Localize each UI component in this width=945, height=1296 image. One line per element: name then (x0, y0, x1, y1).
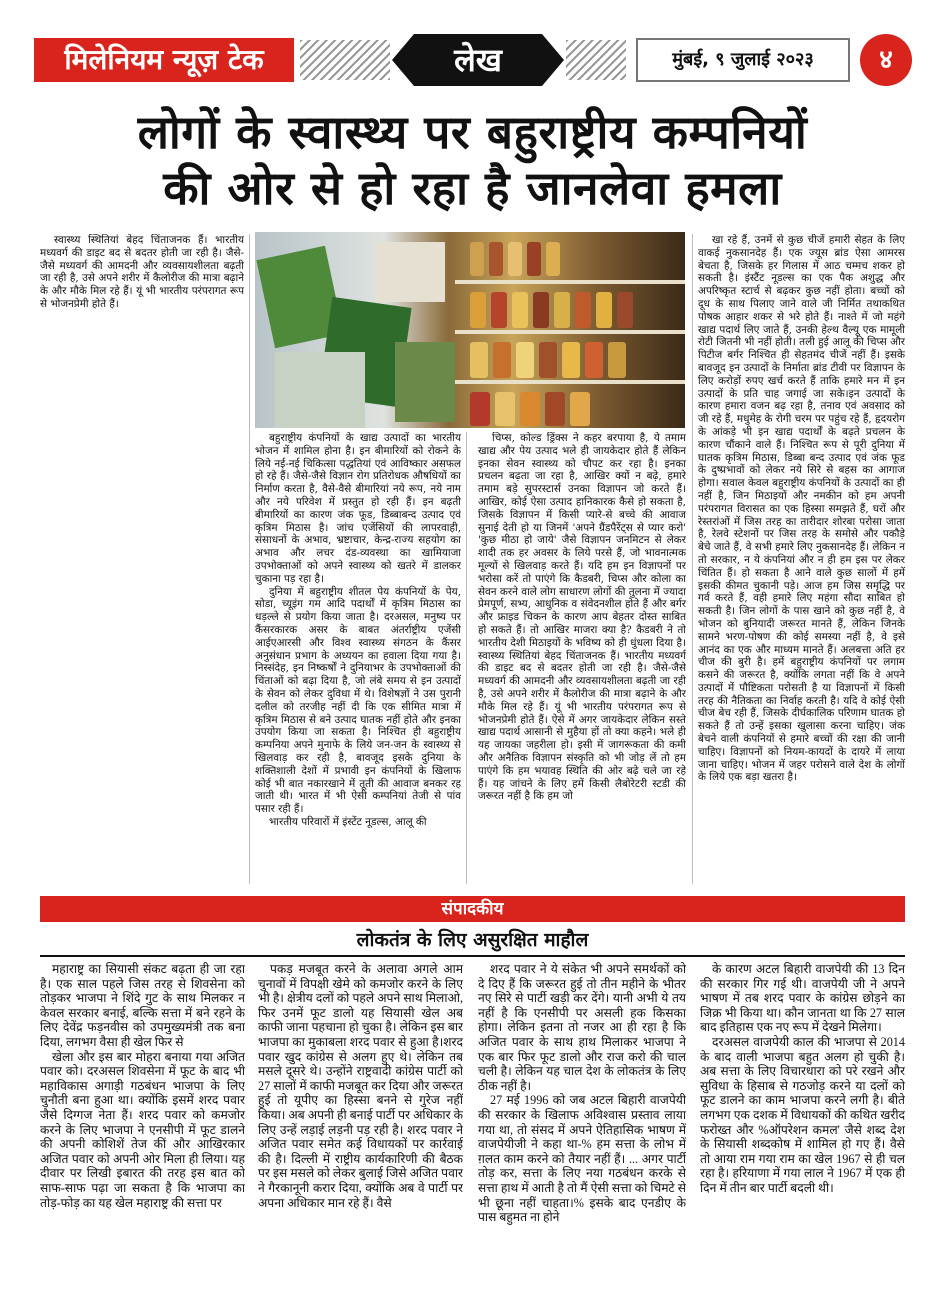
editorial-column-1 (40, 962, 245, 1262)
editorial-title: लोकतंत्र के लिए असुरक्षित माहौल (356, 929, 589, 951)
editorial-paragraph: 27 मई 1996 को जब अटल बिहारी वाजपेयी की सरकार के खिलाफ अविश्वास प्रस्ताव लाया गया था, तो संसद में अपने ऐतिहासिक भाषण में वाजपेयीजी ने कहा था-% हम सत्ता के लोभ में ग़लत काम करने को तैयार नहीं हैं। ... अगर पार्टी तोड़ कर, सत्ता के लिए नया गठबंधन करके से सत्ता हाथ में आती है तो मैं ऐसी सत्ता को चिमटे से भी छूना नहीं चाहता।% इसके बाद एनडीए के पास बहुमत ना होने (478, 1093, 686, 1225)
masthead-hatch-left (300, 40, 390, 80)
editorial-paragraph: पकड़ मजबूत करने के अलावा अगले आम चुनावों में विपक्षी खेमे को कमजोर करने के लिए भी है। क्षेत्रीय दलों को पहले अपने साथ मिलाओ, फिर उनमें फूट डालो यह सियासी खेल अब काफी जाना पहचाना हो चुका है। लेकिन इस बार भाजपा का मुकाबला शरद पवार से हुआ है।शरद पवार खुद कांग्रेस से अलग हुए थे। लेकिन तब मसले दूसरे थे। उन्होंने राष्ट्रवादी कांग्रेस पार्टी को 27 सालों में काफी मजबूत कर दिया और जरूरत हुई तो यूपीए का हिस्सा बनने से गुरेज नहीं किया। अब अपनी ही बनाई पार्टी पर अधिकार के लिए उन्हें लड़ाई लड़नी पड़ रही है। शरद पवार ने अजित पवार समेत कई विधायकों पर कार्रवाई की है। दिल्ली में राष्ट्रीय कार्यकारिणी की बैठक पर इस मसले को लेकर बुलाई जिसे अजित पवार ने गैरकानूनी करार दिया, क्योंकि अब वे पार्टी पर अपना अधिकार मान रहे हैं। वैसे (258, 962, 463, 1210)
editorial-column-3 (478, 962, 686, 1262)
section-label: लेख (414, 34, 542, 86)
article-paragraph: स्वास्थ्य स्थितियां बेहद चिंताजनक हैं। भारतीय मध्यवर्ग की डाइट बद से बदतर होती जा रही है। जैसे-जैसे मध्यवर्ग की आमदनी और व्यवसायशीलता बढ़ती जा रही है, उसे अपने शरीर में कैलोरीज की मात्रा बढ़ाने के और मौके मिल रहे हैं। यूं भी भारतीय परंपरागत रूप से भोजनप्रेमी होते हैं। (40, 234, 244, 310)
article-headline (40, 104, 905, 216)
article-paragraph: चिप्स, कोल्ड ड्रिंक्स ने कहर बरपाया है, ये तमाम खाद्य और पेय उत्पाद भले ही जायकेदार होते हैं लेकिन इनका सेवन स्वास्थ्य को चौपट कर रहा है। इनका प्रचलन बढ़ता जा रहा है, आखिर क्यों न बढ़े, हमारे तमाम बड़े सुपरस्टार्स उनका विज्ञापन जो करते हैं। आखिर, कोई ऐसा उत्पाद हानिकारक कैसे हो सकता है, जिसके विज्ञापन में किसी प्यारे-से बच्चे की आवाज सुनाई देती हो या जिनमें 'अपने ग्रैंडपैरेंट्स से प्यार करो' 'कुछ मीठा हो जाये' जैसे विज्ञापन जनमिटन से लेकर शादी तक हर अवसर के लिये परसे हैं, जो भावनात्मक मूल्यों से खिलवाड़ करते हैं। यदि हम इन विज्ञापनों पर भरोसा करें तो पाएंगे कि कैडबरी, चिप्स और कोला का सेवन करने वाले लोग साधारण लोगों की तुलना में ज्यादा प्रेमपूर्ण, सभ्य, आधुनिक व संवेदनशील होते हैं और बर्गर और फ्राइड चिकन के कारण आप बेहतर दोस्त साबित हो सकते हैं। तो आखिर माजरा क्या है? कैडबरी ने तो भारतीय देशी मिठाइयों के भविष्य को ही धुंधला दिया है।स्वास्थ्य स्थितियां बेहद चिंताजनक हैं। भारतीय मध्यवर्ग की डाइट बद से बदतर होती जा रही है। जैसे-जैसे मध्यवर्ग की आमदनी और व्यवसायशीलता बढ़ती जा रही है, उसे अपने शरीर में कैलोरीज की मात्रा बढ़ाने के और मौके मिल रहे हैं। यूं भी भारतीय परंपरागत रूप से भोजनप्रेमी होते हैं। ऐसे में अगर जायकेदार लेकिन सस्ते खाद्य पदार्थ आसानी से मुहैया हों तो क्या कहने। भले ही यह जायका जहरीला हो। इसी में जागरूकता की कमी और अनैतिक विज्ञापन संस्कृति को भी जोड़ लें तो हम पाएंगे कि हम भयावह स्थिति की ओर बढ़े चले जा रहे हैं। यह जांचने के लिए हमें किसी लैबोरेटरी स्टडी की जरूरत नहीं है कि हम जो (478, 432, 686, 803)
article-column-1 (40, 234, 244, 884)
article-paragraph: भारतीय परिवारों में इंस्टेंट नूडल्स, आलू की (269, 815, 427, 828)
editorial-column-2 (258, 962, 463, 1262)
editorial-paragraph: के कारण अटल बिहारी वाजपेयी की 13 दिन की सरकार गिर गई थी। वाजपेयी जी ने अपने भाषण में तब शरद पवार के कांग्रेस छोड़ने का जिक्र भी किया था। कौन जानता था कि 27 साल बाद इतिहास एक नए रूप में देखने मिलेगा। (700, 962, 905, 1035)
issue-date: मुंबई, ९ जुलाई २०२३ (636, 38, 850, 82)
editorial-divider (40, 955, 905, 957)
column-divider (466, 432, 467, 884)
brand-name: मिलेनियम न्यूज़ टेक (34, 38, 294, 82)
editorial-label: संपादकीय (40, 896, 905, 922)
editorial-paragraph: महाराष्ट्र का सियासी संकट बढ़ता ही जा रहा है। एक साल पहले जिस तरह से शिवसेना को तोड़कर भाजपा ने शिंदे गुट के साथ मिलकर न केवल सरकार बनाई, बल्कि सत्ता में बने रहने के लिए देवेंद्र फड़नवीस को उपमुख्यमंत्री तक बना दिया, लगभग वैसा ही खेल फिर से (40, 962, 245, 1049)
masthead-hatch-right (566, 40, 626, 80)
masthead (30, 34, 917, 86)
supermarket-shelves-photo (255, 232, 685, 428)
headline-line-1: लोगों के स्वास्थ्य पर बहुराष्ट्रीय कम्पनियों (137, 105, 808, 159)
article-column-3 (478, 432, 686, 884)
page-number: ४ (860, 34, 912, 86)
article-column-4 (698, 234, 905, 884)
column-divider (249, 234, 250, 884)
editorial-column-4 (700, 962, 905, 1262)
headline-line-2: की ओर से हो रहा है जानलेवा हमला (163, 161, 782, 215)
article-paragraph: दुनिया में बहुराष्ट्रीय शीतल पेय कंपनियों के पेय, सोडा, च्यूइंग गम आदि पदार्थों में कृत्रिम मिठास का धड़ल्ले से प्रयोग किया जाता है। दरअसल, मनुष्य पर कैंसरकारक असर के बाबत अंतर्राष्ट्रीय एजेंसी आईएआरसी और विश्व स्वास्थ्य संगठन के कैंसर अनुसंधान प्रभाग के अध्ययन का हवाला दिया गया है। निस्संदेह, इन निष्कर्षों ने दुनियाभर के उपभोक्ताओं की चिंताओं को बढ़ा दिया है, जो लंबे समय से इन उत्पादों के सेवन को लेकर दुविधा में थे। विशेषज्ञों ने उस पुरानी दलील को तरजीह नहीं दी कि एक सीमित मात्रा में कृत्रिम मिठास से बने उत्पाद घातक नहीं होते और इनका उपयोग किया जा सकता है। निश्चित ही बहुराष्ट्रीय कम्पनिया अपने मुनाफे के लिये जन-जन के स्वास्थ्य से खिलवाड़ कर रही है, बावजूद इसके दुनिया के शक्तिशाली देशों में प्रभावी इन कंपनियों के खिलाफ कोई भी बात नकारखाने में तूती की आवाज बनकर रह जाती थी। भारत में भी ऐसी कम्पनियां तेजी से पांव पसार रही हैं। (255, 585, 461, 816)
article-paragraph: खा रहे हैं, उनमें से कुछ चीजें हमारी सेहत के लिए वाकई नुकसानदेह हैं। एक ज्यूस ब्रांड ऐसा आमरस बेचता है, जिसके हर गिलास में आठ चम्मच शकर हो सकती है। इंस्टैंट नूडल्स का एक पैक अशुद्ध और अपरिष्कृत स्टार्च से बढ़कर कुछ नहीं होता। बच्चों को दूध के साथ पिलाए जाने वाले जी निर्मित तथाकथित पोषक आहार शकर से भरे होते हैं। नाश्ते में जो महंगे खाद्य पदार्थ लिए जाते हैं, उनकी हेल्थ वैल्यू एक मामूली रोटी जितनी भी नहीं होती। तली हुई आलू की चिप्स और पिटीज बर्गर निश्चित ही सेहतमंद चीजें नहीं हैं। इसके बावजूद इन उत्पादों के निर्माता ब्रांड टीवी पर विज्ञापन के लिए करोड़ों रुपए खर्च करते हैं ताकि हमारे मन में इन उत्पादों के प्रति चाह जगाई जा सके।इन उत्पादों के कारण हमारा वजन बढ़ रहा है, तनाव एवं अवसाद को जी रहे हैं, मधुमेह के रोगी चरम पर पहुंच रहे हैं, हृदयरोग के आंकड़े भी इन खाद्य पदार्थों के बढ़ते प्रचलन के कारण चौंकाने वाले हैं। निश्चित रूप से पूरी दुनिया में घातक कृत्रिम मिठास, डिब्बा बन्द उत्पाद एवं जंक फूड के दुष्प्रभावों को लेकर नये सिरे से बहस का आगाज होगा। सवाल केवल बहुराष्ट्रीय कंपनियों के उत्पादों का ही नहीं है, जिन मिठाइयों और नमकीन को हम अपनी परंपरागत विरासत का एक हिस्सा समझते हैं, घरों और रेस्तरांओं में जिस तरह का तारीदार शोरबा परोसा जाता है, रेलवे स्टेशनों पर जिस तरह के समोसे और पकौड़े बेचे जाते हैं, वे सभी हमारे लिए नुकसानदेह हैं। लेकिन न तो सरकार, न ये कंपनियां और न ही हम इस पर लेकर चिंतित हैं। हो सकता है आने वाले कुछ सालों में हमें इसकी कीमत चुकानी पड़े। आज हम जिस समृद्धि पर गर्व करते हैं, वही हमारे लिए महंगा सौदा साबित हो सकती है। जिन लोगों के पास खाने को कुछ नहीं है, वे भोजन को बुनियादी जरूरत मानते हैं, लेकिन जिनके सामने भरण-पोषण की कोई समस्या नहीं है, वे इसे आनंद का एक और माध्यम मानते हैं। अलबत्ता अति हर चीज की बुरी है। हमें बहुराष्ट्रीय कंपनियों पर लगाम कसने की जरूरत है, क्योंकि लगता नहीं कि वे अपने उत्पादों में पौष्टिकता परोसती है या विज्ञापनों में किसी तरह की नैतिकता का निर्वाह करती है। यदि वे कोई ऐसी चीज बेच रही हैं, जिसके दीर्घकालिक परिणाम घातक हो सकते हैं तो उन्हें इसका खुलासा करना चाहिए। जंक बेचने वाली कंपनियों से हमारे बच्चों की रक्षा की जानी चाहिए। विज्ञापनों को नियम-कायदों के दायरे में लाया जाना चाहिए। भोजन में जहर परोसने वाले देश के लोगों के लिये एक बड़ा खतरा है। (698, 234, 905, 784)
column-divider (692, 234, 693, 884)
article-column-2 (255, 432, 461, 884)
editorial-paragraph: खेला और इस बार मोहरा बनाया गया अजित पवार को। दरअसल शिवसेना में फूट के बाद भी महाविकास अगाड़ी गठबंधन भाजपा के लिए चुनौती बना हुआ था। क्योंकि इसमें शरद पवार जैसे दिग्गज नेता हैं। शरद पवार को कमजोर करने के लिए भाजपा ने एनसीपी में फूट डालने की अपनी कोशिशें तेज कीं और आखिरकार अजित पवार को अपनी ओर मिला ही लिया। यह दीवार पर लिखी इबारत की तरह इस बात को साफ-साफ पढ़ा जा सकता है कि भाजपा का तोड़-फोड़ का यह खेल महाराष्ट्र की सत्ता पर (40, 1049, 245, 1210)
editorial-paragraph: दरअसल वाजपेयी काल की भाजपा से 2014 के बाद वाली भाजपा बहुत अलग हो चुकी है। अब सत्ता के लिए विचारधारा को परे रखने और सुविधा के हिसाब से गठजोड़ करने या दलों को फूट डालने का काम भाजपा करने लगी है। बीते लगभग एक दशक में विधायकों की कथित खरीद फरोख्त और %ऑपरेशन कमल' जैसे शब्द देश के सियासी शब्दकोष में शामिल हो गए हैं। वैसे तो आया राम गया राम का खेल 1967 से ही चल रहा है। हरियाणा में गया लाल ने 1967 में एक ही दिन में तीन बार पार्टी बदली थी। (700, 1034, 905, 1195)
article-paragraph: बहुराष्ट्रीय कंपनियों के खाद्य उत्पादों का भारतीय भोजन में शामिल होना है। इन बीमारियों को रोकने के लिये नई-नई चिकित्सा पद्धतियां एवं आविष्कार असफल हो रहे हैं। जैसे-जैसे विज्ञान रोग प्रतिरोधक औषधियों का निर्माण करता है, वैसे-वैसे बीमारियां नये रूप, नये नाम और नये परिवेश में प्रस्तुत हो रही हैं। इन बढ़ती बीमारियों का कारण जंक फूड, डिब्बाबन्द उत्पाद एवं कृत्रिम मिठास है। जांच एजेंसियों की लापरवाही, संसाधनों के अभाव, भ्रष्टाचार, केन्द्र-राज्य सहयोग का अभाव और लचर दंड-व्यवस्था का खामियाजा उपभोक्ताओं को अपने स्वास्थ्य को खतरे में डालकर चुकाना पड़ रहा है। (255, 432, 461, 585)
editorial-paragraph: शरद पवार ने ये संकेत भी अपने समर्थकों को दे दिए हैं कि जरूरत हुई तो तीन महीने के भीतर नए सिरे से पार्टी खड़ी कर देंगे। यानी अभी ये तय नहीं है कि एनसीपी पर असली हक किसका होगा। लेकिन इतना तो नजर आ ही रहा है कि अजित पवार के साथ हाथ मिलाकर भाजपा ने एक बार फिर फूट डालो और राज करो की चाल चली है। लेकिन यह चाल देश के लोकतंत्र के लिए ठीक नहीं है। (478, 962, 686, 1093)
